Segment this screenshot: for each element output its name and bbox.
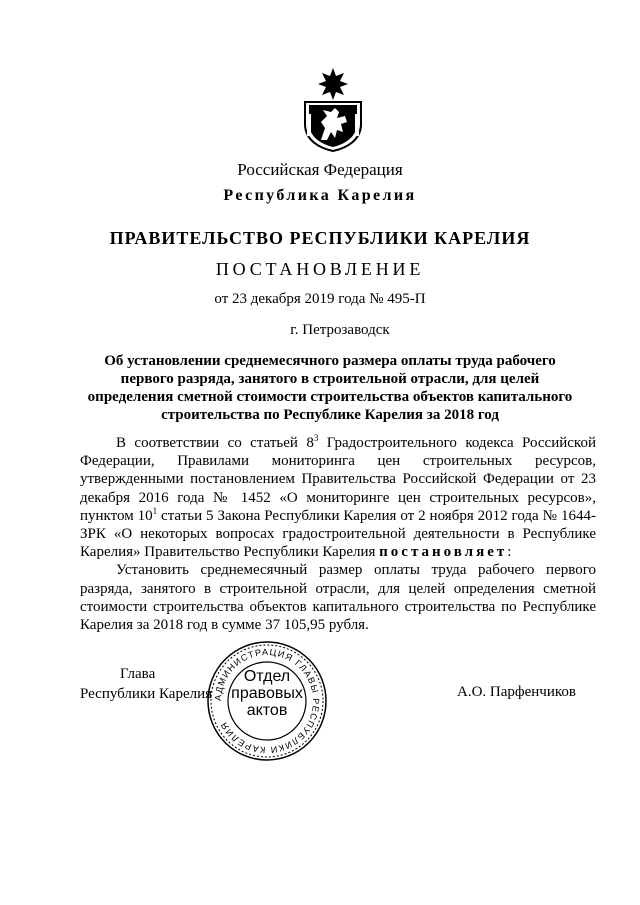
stamp-line1: Отдел xyxy=(243,668,291,685)
date-number-line: от 23 декабря 2019 года № 495-П xyxy=(214,291,426,307)
clause-superscript: 1 xyxy=(152,505,158,516)
stamp-ring-text: АДМИНИСТРАЦИЯ ГЛАВЫ РЕСПУБЛИКИ КАРЕЛИЯ xyxy=(212,646,322,756)
preamble-paragraph xyxy=(80,434,596,561)
document-subject: Об установлении среднемесячного размера оплаты труда рабочего первого разряда, занятого в строительной отрасли, для целей определения сметной стоимости строительства объектов капитального строительства по Республике Карелия за 2018 год xyxy=(87,353,573,423)
government-title: ПРАВИТЕЛЬСТВО РЕСПУБЛИКИ КАРЕЛИЯ xyxy=(109,228,531,248)
stamp-line2: правовых xyxy=(231,685,303,702)
signatory-title-line2: Республики Карелия xyxy=(80,686,213,702)
stamp-center-text xyxy=(206,668,328,719)
signatory-title-line1: Глава xyxy=(120,666,156,682)
resolves-word: постановляет xyxy=(379,544,508,561)
document-body xyxy=(80,434,596,634)
country-name: Российская Федерация xyxy=(237,160,403,179)
stamp-line3: актов xyxy=(246,702,288,719)
preamble-text-b: Градостроительного кодекса Российской Федерации, Правилами мониторинга цен строительных ресурсов, утвержденными постановлением Правительства Российской Федерации от 23 декабря 2016 года № 1452 «О мониторинге цен строительных ресурсов», пунктом 10 xyxy=(80,435,596,524)
preamble-colon: : xyxy=(507,544,512,561)
republic-name: Республика Карелия xyxy=(223,187,417,204)
document-type: ПОСТАНОВЛЕНИЕ xyxy=(215,259,425,279)
signatory-title xyxy=(80,664,212,704)
city: г. Петрозаводск xyxy=(290,322,390,338)
signatory-name: А.О. Парфенчиков xyxy=(457,684,576,700)
preamble-text-a: В соответствии со статьей 8 xyxy=(116,435,314,451)
article-superscript: 3 xyxy=(313,433,319,443)
preamble-text-c: статьи 5 Закона Республики Карелия от 2 ноября 2012 года № 1644-ЗРК «О некоторых вопросах градостроительной деятельности в Республике Карелия» Правительство Республики Карелия xyxy=(80,507,596,561)
coat-of-arms-emblem xyxy=(297,66,369,152)
resolution-paragraph: Установить среднемесячный размер оплаты труда рабочего первого разряда, занятого в строительной отрасли, для целей определения сметной стоимости строительства объектов капитального строительства по Республике Карелия за 2018 год в сумме 37 105,95 рубля. xyxy=(80,562,596,634)
